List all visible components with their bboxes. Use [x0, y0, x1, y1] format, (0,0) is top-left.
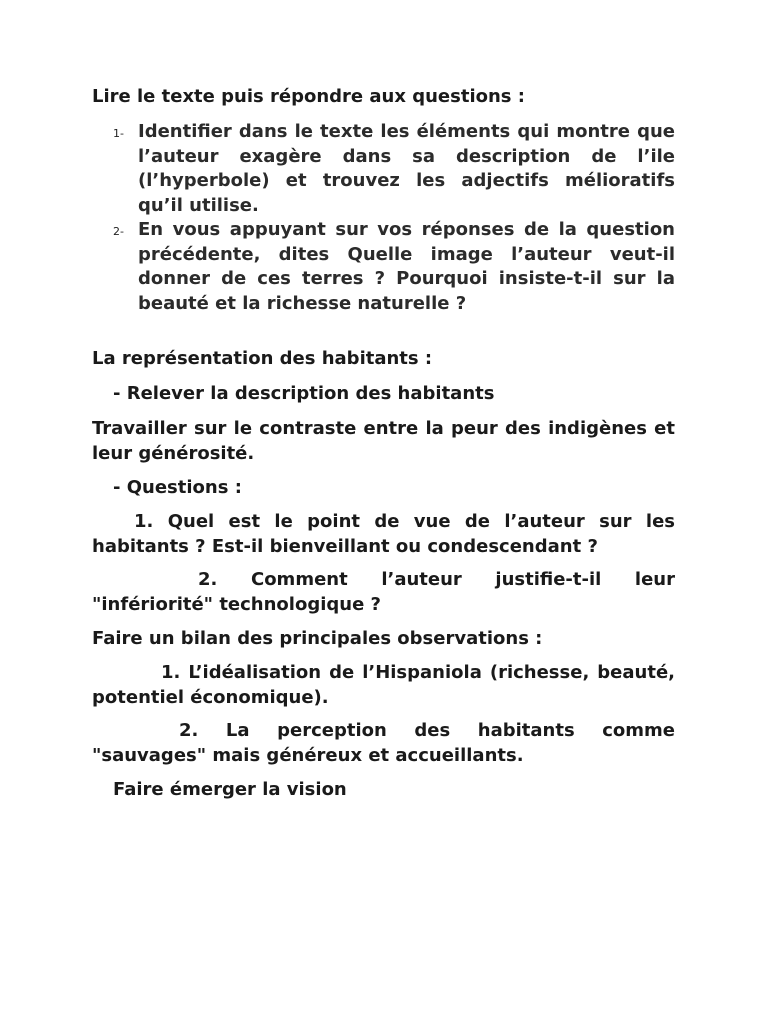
observation-2: 2. La perception des habitants comme "sauvages" mais généreux et accueillants. — [92, 720, 675, 766]
question-text-2: En vous appuyant sur vos réponses de la question précédente, dites Quelle image l’auteur veut-il donner de ces terres ? Pourquoi insiste-t-il sur la beauté et la richesse naturelle ? — [138, 219, 675, 314]
question-list — [92, 120, 675, 316]
bilan-heading: Faire un bilan des principales observations : — [92, 628, 543, 649]
contrast-paragraph: Travailler sur le contraste entre la peur des indigènes et leur générosité. — [92, 418, 675, 464]
question-item-2 — [92, 218, 675, 316]
habitants-question-2: 2. Comment l’auteur justifie-t-il leur "infériorité" technologique ? — [92, 569, 675, 615]
habitants-question-1: 1. Quel est le point de vue de l’auteur sur les habitants ? Est-il bienveillant ou condescendant ? — [92, 511, 675, 557]
vision-line: Faire émerger la vision — [113, 779, 347, 800]
questions-label: - Questions : — [113, 477, 242, 498]
question-item-1 — [92, 120, 675, 218]
question-text-1: Identifier dans le texte les éléments qui montre que l’auteur exagère dans sa description de l’ile (l’hyperbole) et trouvez les adjectifs mélioratifs qu’il utilise. — [138, 121, 675, 216]
section-habitants-heading: La représentation des habitants : — [92, 348, 433, 369]
instruction-line: Lire le texte puis répondre aux questions : — [92, 86, 525, 107]
question-number-1: 1- — [113, 127, 124, 140]
question-number-2: 2- — [113, 225, 124, 238]
observation-1: 1. L’idéalisation de l’Hispaniola (richesse, beauté, potentiel économique). — [92, 662, 675, 708]
relever-item: - Relever la description des habitants — [113, 383, 495, 404]
